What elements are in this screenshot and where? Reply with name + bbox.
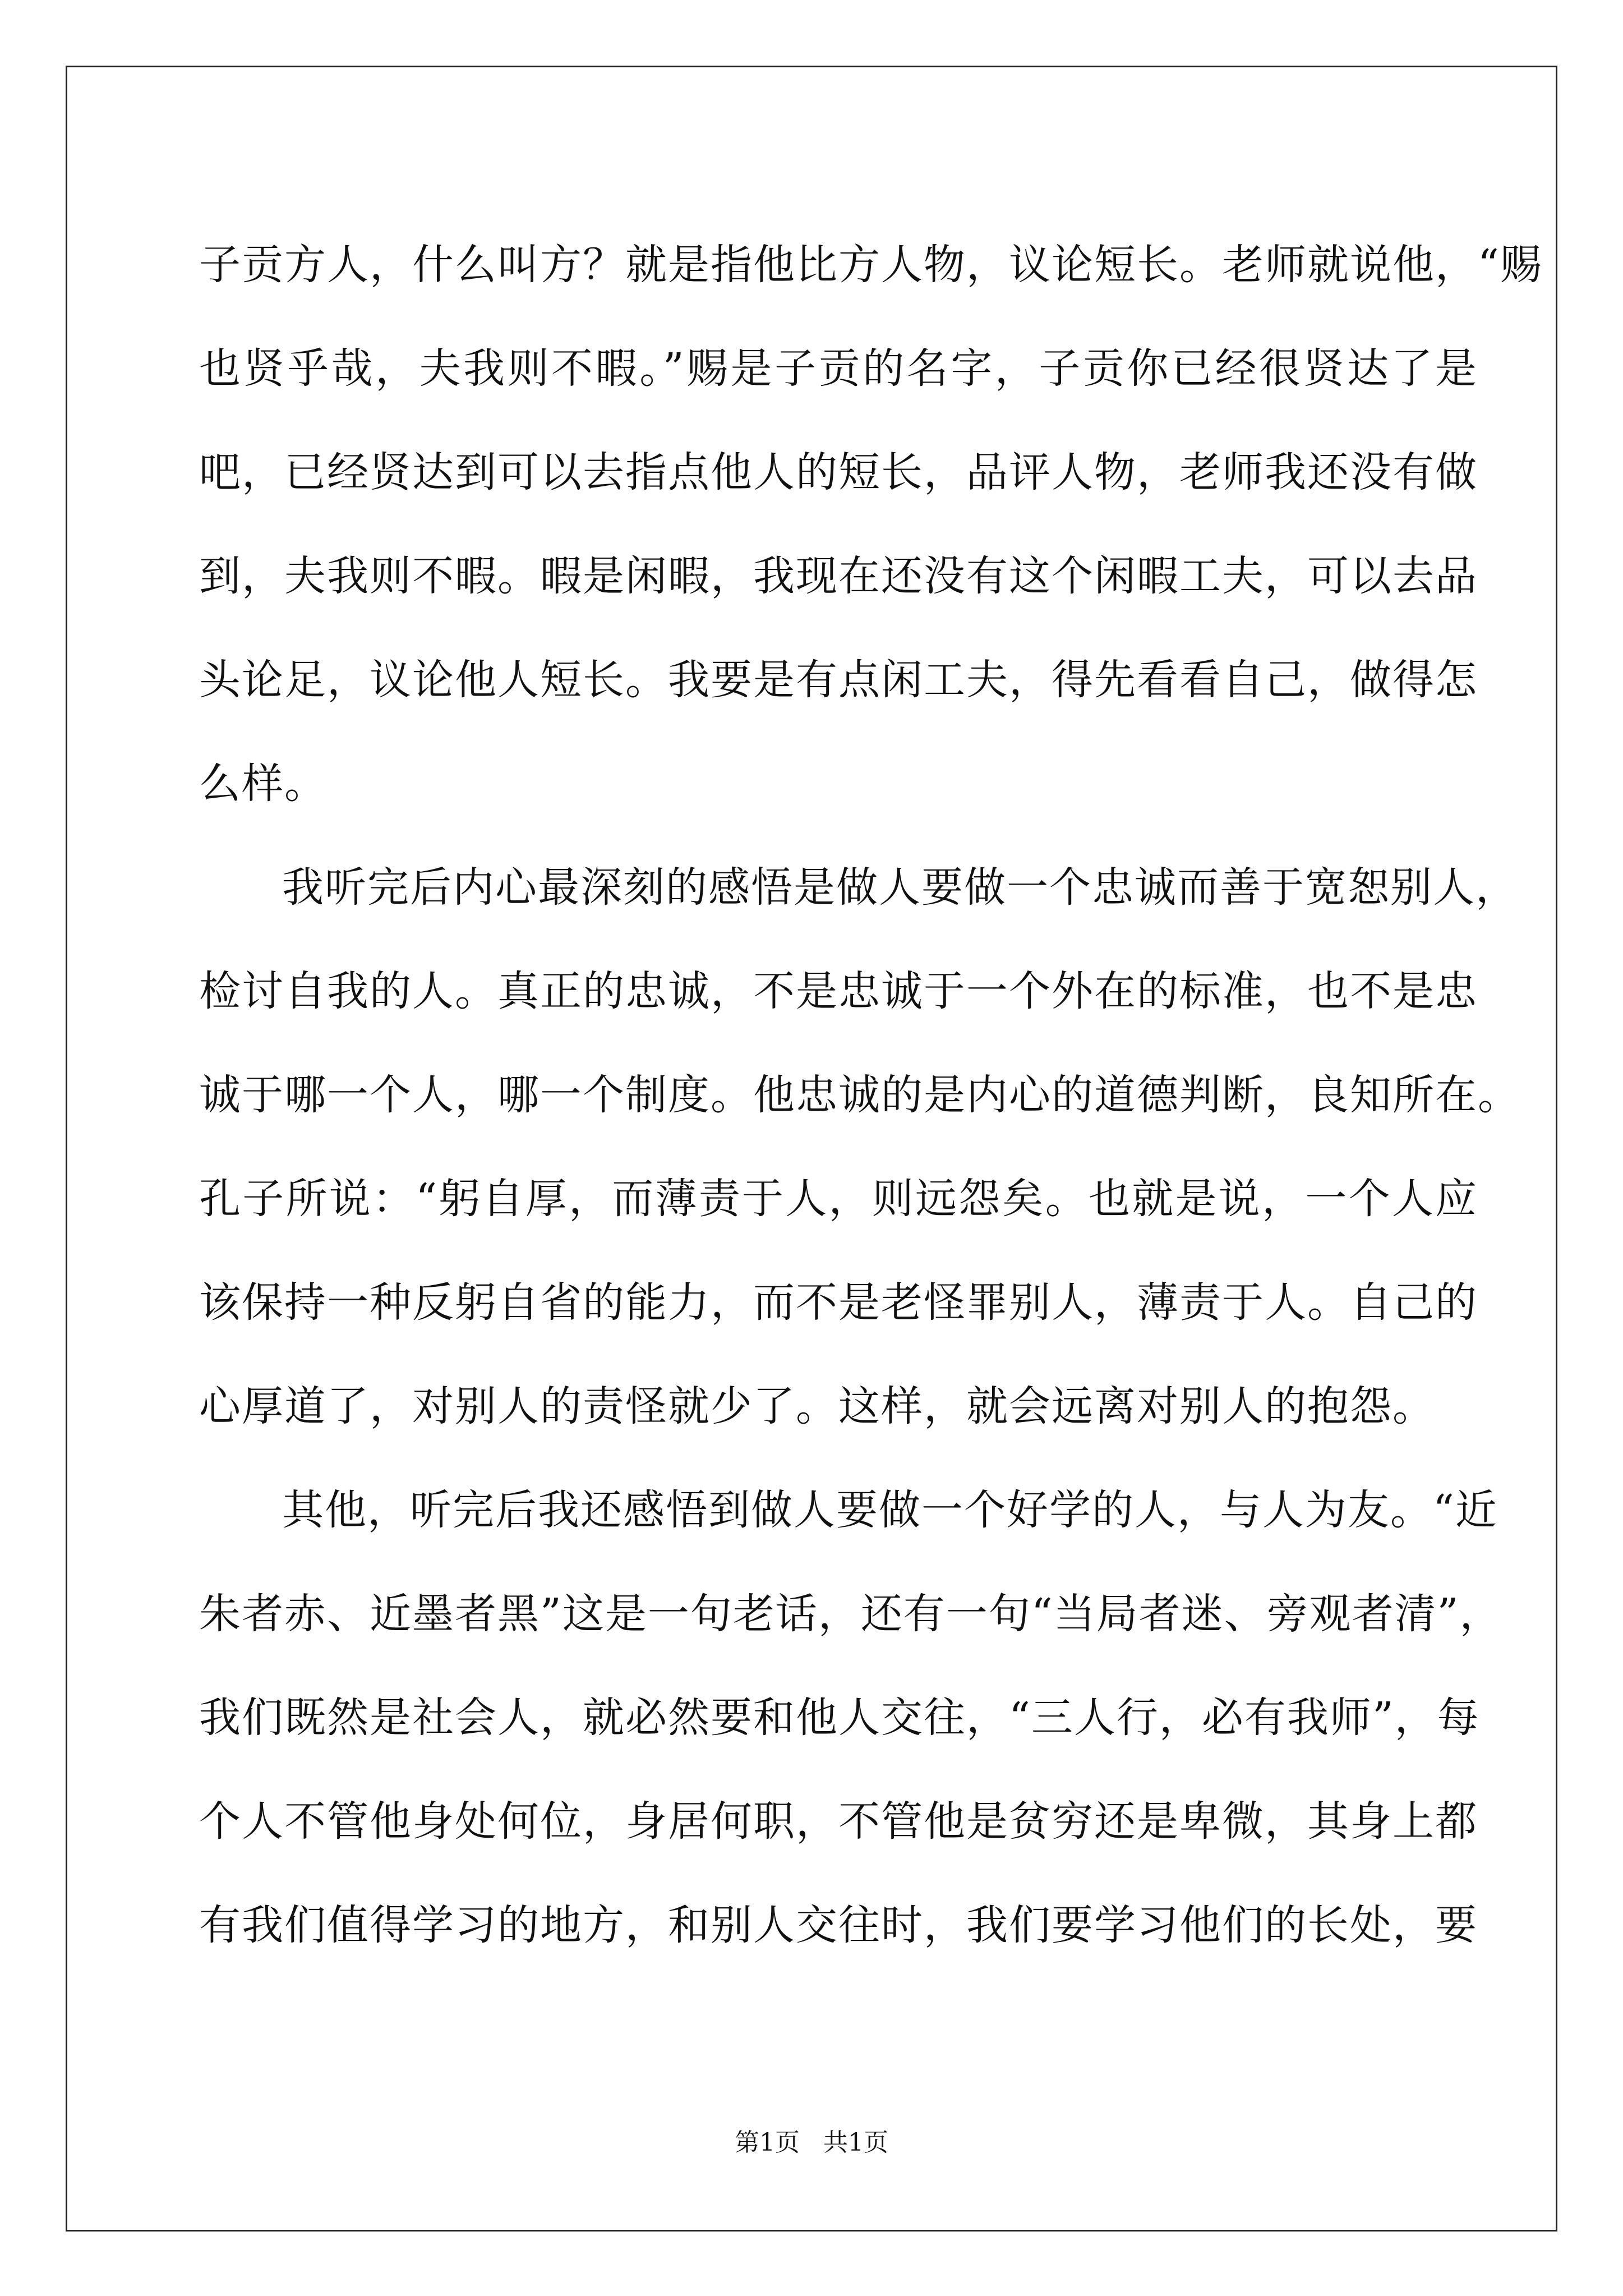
text-line: 该保持一种反躬自省的能力，而不是老怪罪别人，薄责于人。自己的	[199, 1278, 1478, 1327]
text-line: 吧，已经贤达到可以去指点他人的短长，品评人物，老师我还没有做	[199, 448, 1478, 496]
text-line: 么样。	[199, 760, 327, 808]
paragraph-start-line: 其他，听完后我还感悟到做人要做一个好学的人，与人为友。“近	[282, 1486, 1498, 1534]
text-line: 心厚道了，对别人的责怪就少了。这样，就会远离对别人的抱怨。	[199, 1382, 1435, 1430]
text-line: 我们既然是社会人，就必然要和他人交往，“三人行，必有我师”，每	[199, 1694, 1480, 1742]
text-line: 朱者赤、近墨者黑”这是一句老话，还有一句“当局者迷、旁观者清”，	[199, 1590, 1502, 1638]
text-line: 子贡方人，什么叫方？就是指他比方人物，议论短长。老师就说他，“赐	[199, 241, 1543, 289]
text-line: 个人不管他身处何位，身居何职，不管他是贫穷还是卑微，其身上都	[199, 1797, 1478, 1846]
paragraph-start-line: 我听完后内心最深刻的感悟是做人要做一个忠诚而善于宽恕别人，	[282, 863, 1518, 912]
text-line: 到，夫我则不暇。暇是闲暇，我现在还没有这个闲暇工夫，可以去品	[199, 552, 1478, 600]
text-line: 头论足，议论他人短长。我要是有点闲工夫，得先看看自己，做得怎	[199, 656, 1478, 704]
text-line: 诚于哪一个人，哪一个制度。他忠诚的是内心的道德判断，良知所在。	[199, 1071, 1520, 1119]
text-line: 孔子所说：“躬自厚，而薄责于人，则远怨矣。也就是说，一个人应	[199, 1175, 1478, 1223]
page-footer: 第1页 共1页	[735, 2128, 888, 2157]
document-body	[199, 213, 1543, 1977]
text-line: 也贤乎哉，夫我则不暇。”赐是子贡的名字，子贡你已经很贤达了是	[199, 344, 1478, 393]
text-line: 检讨自我的人。真正的忠诚，不是忠诚于一个外在的标准，也不是忠	[199, 967, 1478, 1015]
text-line: 有我们值得学习的地方，和别人交往时，我们要学习他们的长处，要	[199, 1901, 1478, 1949]
